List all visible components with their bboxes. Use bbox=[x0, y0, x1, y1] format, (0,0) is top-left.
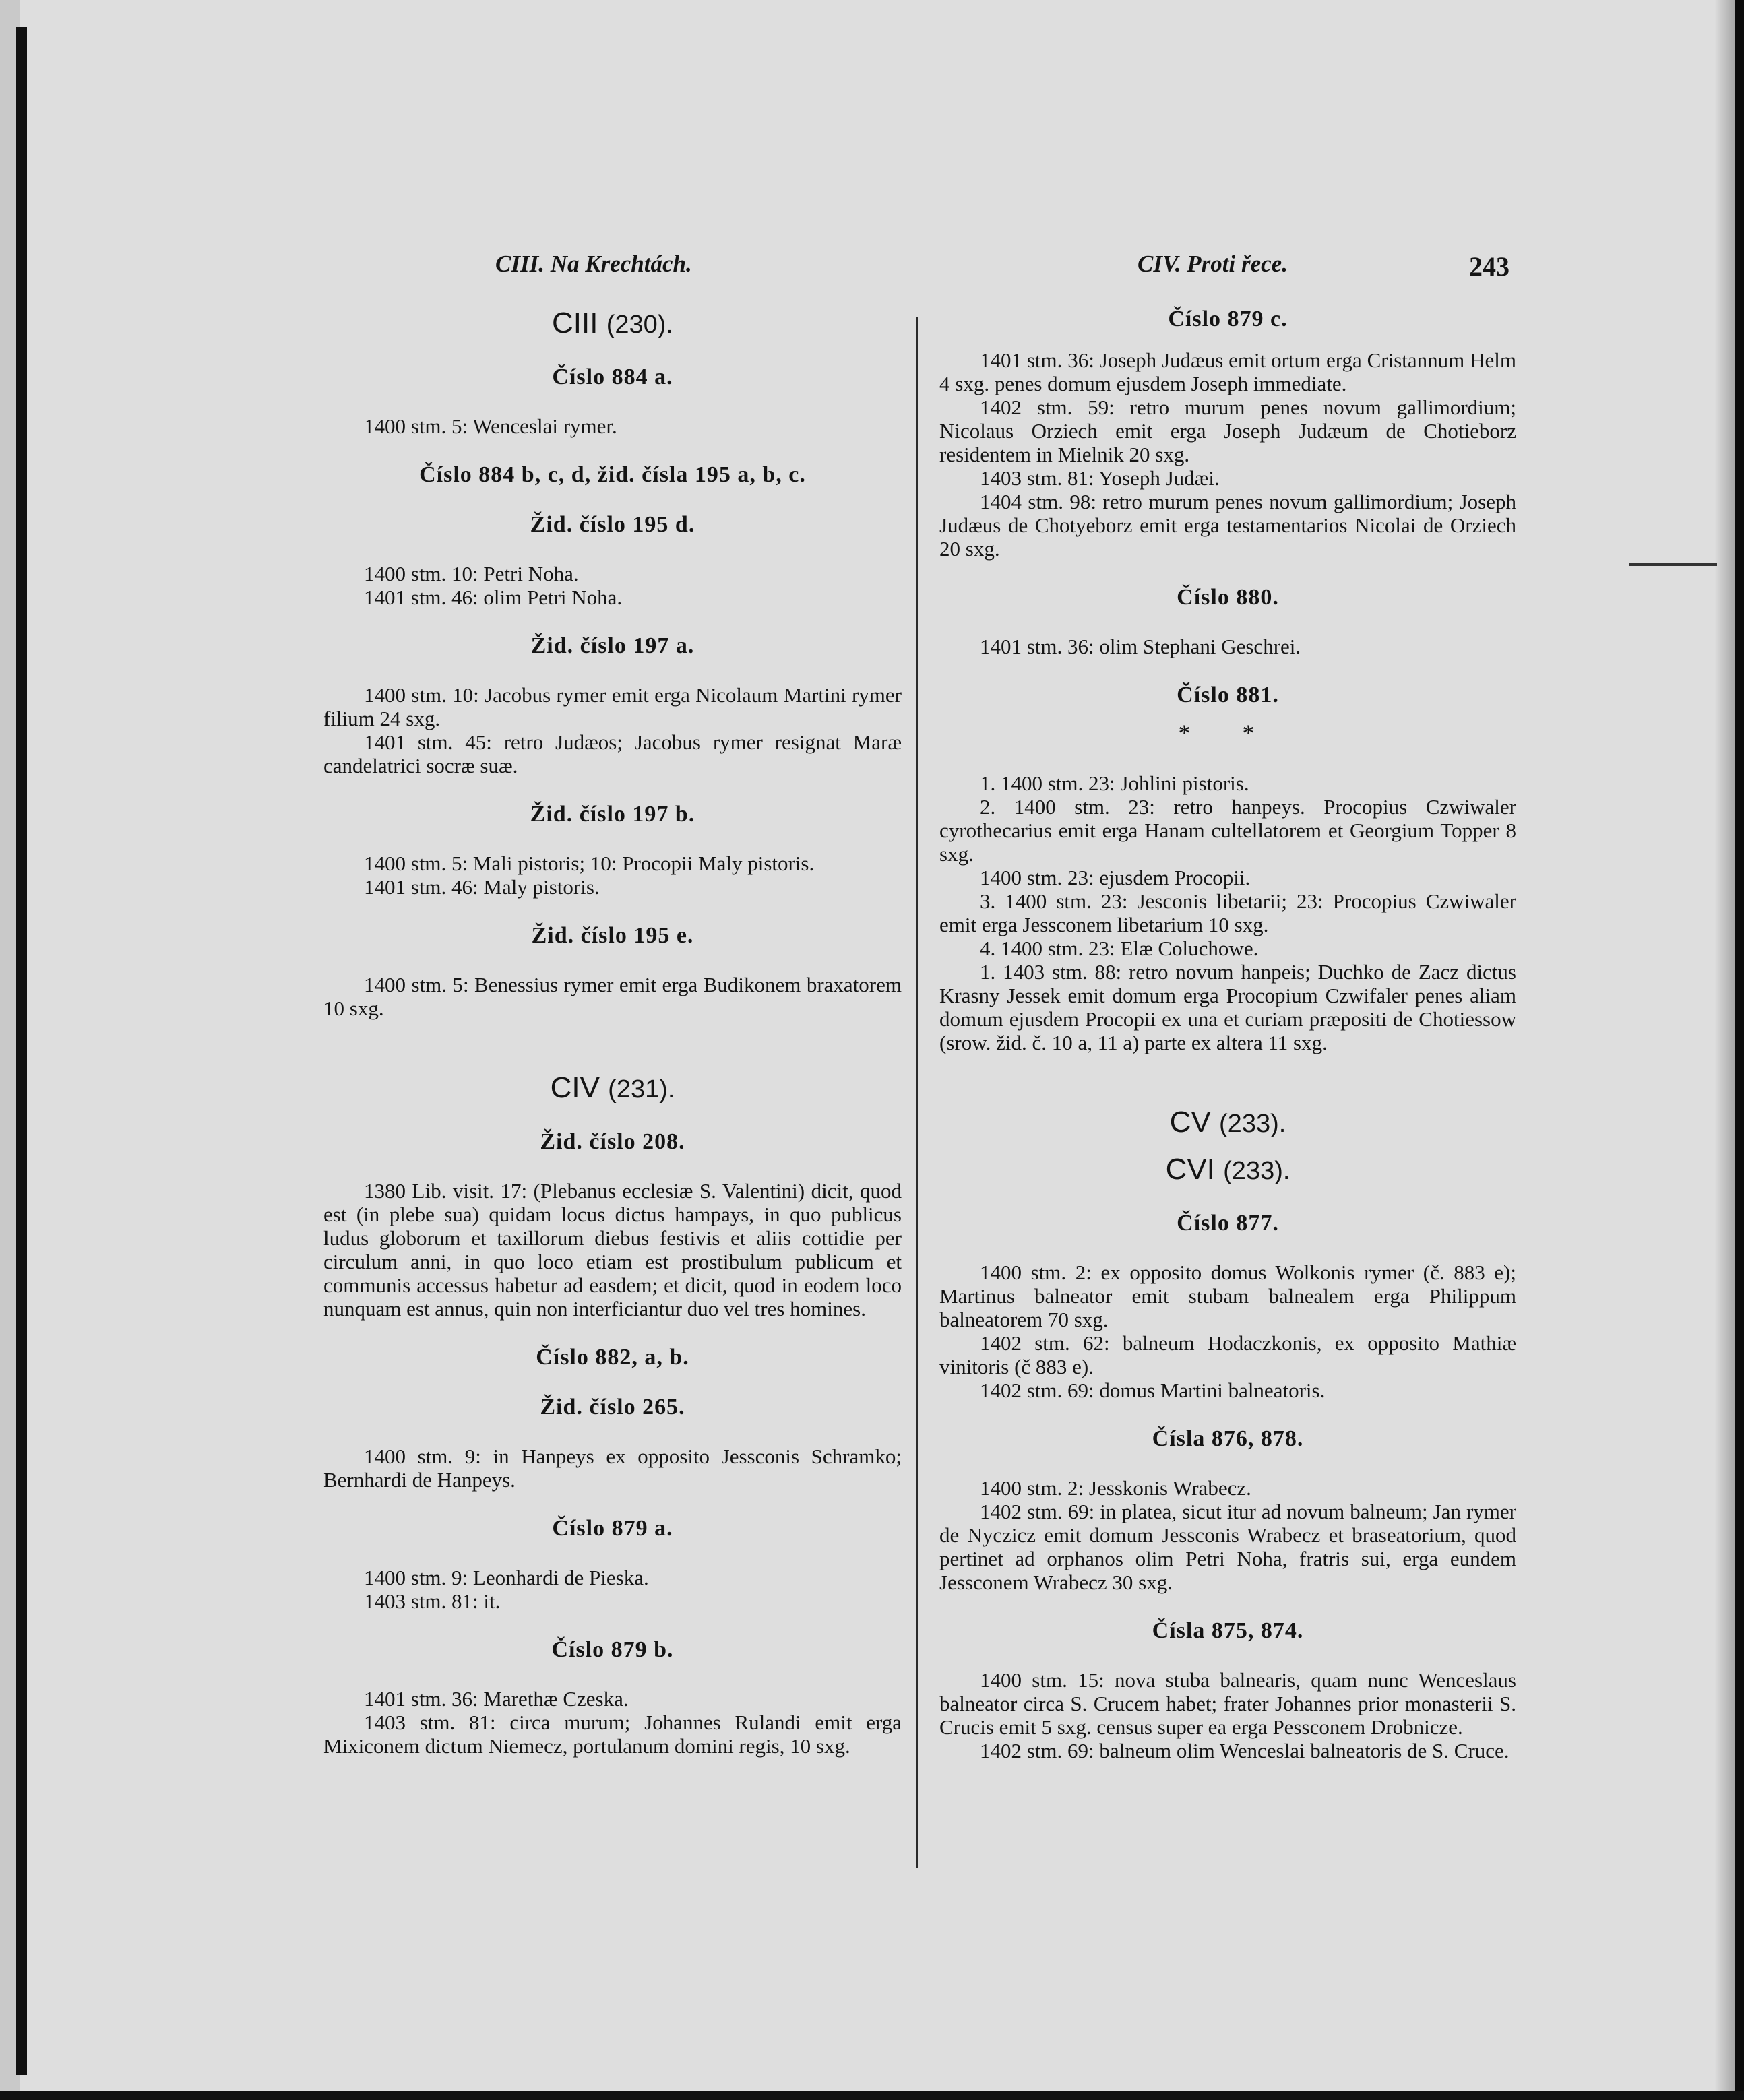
section-heading: Číslo 880. bbox=[1177, 585, 1279, 610]
entry bbox=[939, 866, 1516, 889]
section-heading: Číslo 877. bbox=[1177, 1211, 1279, 1236]
asterism: * * bbox=[1178, 720, 1278, 746]
section-heading: Číslo 884 b, c, d, žid. čísla 195 a, b, c. bbox=[419, 462, 806, 487]
chapter-ref: (231). bbox=[608, 1075, 675, 1104]
page-edge-bottom bbox=[0, 2091, 1744, 2100]
chapter-ref: (230). bbox=[606, 311, 673, 339]
section-heading: Žid. číslo 197 b. bbox=[530, 802, 695, 827]
chapter-ref: (233). bbox=[1223, 1157, 1290, 1185]
right-column bbox=[939, 307, 1516, 1762]
entry bbox=[939, 466, 1516, 490]
entry-text: 1400 stm. 23: ejusdem Procopii. bbox=[980, 866, 1251, 889]
entry-text: 1401 stm. 46: olim Petri Noha. bbox=[364, 585, 623, 609]
entry-text: 1402 stm. 59: retro murum penes novum gallimordium; Nicolaus Orziech emit erga Joseph Judæum de Chotieborz residentem in Mielnik 20 sxg. bbox=[939, 395, 1516, 466]
entry bbox=[939, 936, 1516, 960]
scan-mark bbox=[1629, 563, 1717, 566]
entry-text: 1400 stm. 2: ex opposito domus Wolkonis rymer (č. 883 e); Martinus balneator emit stubam balnealem erga Philippum balneatorem 70 sxg. bbox=[939, 1261, 1516, 1331]
entry bbox=[323, 875, 902, 899]
entry-text: 1. 1403 stm. 88: retro novum hanpeis; Duchko de Zacz dictus Krasny Jessek emit domum erga Procopium Czwifaler penes aliam domum ejusdem Procopii ex una et curiam præpositi de Chotiessow (srow. žid. č. 10 a, 11 a) parte ex altera 11 sxg. bbox=[939, 960, 1516, 1054]
entry bbox=[323, 1179, 902, 1321]
section-heading: Číslo 881. bbox=[1177, 682, 1279, 707]
entry bbox=[939, 490, 1516, 561]
entry-text: 1400 stm. 5: Mali pistoris; 10: Procopii Maly pistoris. bbox=[364, 852, 815, 875]
entry bbox=[939, 889, 1516, 936]
entry-text: 1400 stm. 9: Leonhardi de Pieska. bbox=[364, 1566, 649, 1589]
chapter-number: CIV bbox=[550, 1071, 600, 1104]
entry-text: 4. 1400 stm. 23: Elæ Coluchowe. bbox=[980, 936, 1259, 960]
entry bbox=[939, 1500, 1516, 1594]
chapter-number: CIII bbox=[552, 307, 598, 340]
entry bbox=[323, 562, 902, 585]
entry-text: 1402 stm. 69: in platea, sicut itur ad novum balneum; Jan rymer de Nyczicz emit domum Jessconis Wrabecz et braseatorium, quod pertinet ad orphanos olim Petri Noha, fratris sui, erga eundem Jessconem Wrabecz 30 sxg. bbox=[939, 1500, 1516, 1594]
running-head-right: CIV. Proti řece. bbox=[1138, 251, 1288, 277]
section-heading: Čísla 875, 874. bbox=[1152, 1618, 1304, 1643]
entry bbox=[939, 348, 1516, 395]
chapter-number: CV bbox=[1169, 1106, 1211, 1139]
section-heading: Žid. číslo 195 e. bbox=[531, 923, 694, 948]
section-heading: Žid. číslo 195 d. bbox=[530, 512, 695, 537]
page-shadow bbox=[1714, 0, 1735, 2100]
chapter-number: CVI bbox=[1165, 1153, 1215, 1186]
entry bbox=[323, 1566, 902, 1589]
section-heading: Žid. číslo 208. bbox=[540, 1129, 685, 1154]
book-spine bbox=[16, 27, 27, 2075]
entry-text: 1402 stm. 69: balneum olim Wenceslai balneatoris de S. Cruce. bbox=[980, 1739, 1509, 1762]
section-heading: Číslo 884 a. bbox=[552, 364, 673, 389]
entry-text: 1401 stm. 36: Marethæ Czeska. bbox=[364, 1687, 629, 1711]
entry bbox=[323, 1589, 902, 1613]
entry-text: 1402 stm. 69: domus Martini balneatoris. bbox=[980, 1378, 1326, 1402]
entry-text: 1400 stm. 15: nova stuba balnearis, quam nunc Wenceslaus balneator circa S. Crucem habet; frater Johannes prior monasterii S. Crucis emit 5 sxg. census super ea erga Pessconem Drobnicze. bbox=[939, 1668, 1516, 1739]
column-rule bbox=[916, 317, 918, 1868]
section-heading: Číslo 879 a. bbox=[552, 1516, 673, 1541]
section-heading: Žid. číslo 265. bbox=[540, 1395, 685, 1420]
entry-text: 1403 stm. 81: it. bbox=[364, 1589, 501, 1613]
entry bbox=[939, 1331, 1516, 1378]
entry-text: 1403 stm. 81: circa murum; Johannes Rulandi emit erga Mixiconem dictum Niemecz, portulanum domini regis, 10 sxg. bbox=[323, 1711, 902, 1758]
entry-text: 1. 1400 stm. 23: Johlini pistoris. bbox=[980, 771, 1249, 795]
entry-text: 3. 1400 stm. 23: Jesconis libetarii; 23: Procopius Czwiwaler emit erga Jessconem libetarium 10 sxg. bbox=[939, 889, 1516, 936]
section-heading: Žid. číslo 197 a. bbox=[530, 633, 695, 658]
entry-text: 1402 stm. 62: balneum Hodaczkonis, ex opposito Mathiæ vinitoris (č 883 e). bbox=[939, 1331, 1516, 1378]
entry bbox=[323, 973, 902, 1020]
entry bbox=[939, 1668, 1516, 1739]
entry bbox=[939, 1476, 1516, 1500]
entry-text: 1400 stm. 5: Wenceslai rymer. bbox=[364, 414, 617, 438]
entry-text: 1401 stm. 46: Maly pistoris. bbox=[364, 875, 600, 899]
entry-text: 1401 stm. 36: olim Stephani Geschrei. bbox=[980, 635, 1301, 658]
entry bbox=[323, 1444, 902, 1492]
entry-text: 1400 stm. 2: Jesskonis Wrabecz. bbox=[980, 1476, 1251, 1500]
entry bbox=[939, 795, 1516, 866]
entry-text: 1400 stm. 9: in Hanpeys ex opposito Jessconis Schramko; Bernhardi de Hanpeys. bbox=[323, 1444, 902, 1492]
entry-text: 1400 stm. 10: Jacobus rymer emit erga Nicolaum Martini rymer filium 24 sxg. bbox=[323, 683, 902, 730]
page-edge-right bbox=[1735, 0, 1744, 2100]
section-heading: Čísla 876, 878. bbox=[1152, 1426, 1304, 1451]
entry bbox=[323, 683, 902, 730]
entry bbox=[323, 852, 902, 875]
entry bbox=[323, 1711, 902, 1758]
entry-text: 1404 stm. 98: retro murum penes novum gallimordium; Joseph Judæus de Chotyeborz emit erga testamentarios Nicolai de Orziech 20 sxg. bbox=[939, 490, 1516, 561]
entry-text: 1400 stm. 10: Petri Noha. bbox=[364, 562, 579, 585]
entry-text: 1401 stm. 36: Joseph Judæus emit ortum erga Cristannum Helm 4 sxg. penes domum ejusdem Joseph immediate. bbox=[939, 348, 1516, 395]
entry-text: 2. 1400 stm. 23: retro hanpeys. Procopius Czwiwaler cyrothecarius emit erga Hanam cultellatorem et Georgium Topper 8 sxg. bbox=[939, 795, 1516, 866]
entry bbox=[323, 1687, 902, 1711]
left-column bbox=[323, 307, 902, 1758]
section-heading: Číslo 879 c. bbox=[1168, 307, 1288, 331]
entry bbox=[323, 414, 902, 438]
entry-text: 1403 stm. 81: Yoseph Judæi. bbox=[980, 466, 1220, 490]
entry-text: 1380 Lib. visit. 17: (Plebanus ecclesiæ S. Valentini) dicit, quod est (in plebe sua) quidam locus dictus hampays, in quo publicus ludus globorum et taxillorum diebus festivis et aliis cottidie per circulum anni, in quo loco etiam est prostibulum publicum et communis accessus habetur ad easdem; et dicit, quod in eodem loco nunquam est annus, quin non interficiantur duo vel tres homines. bbox=[323, 1179, 902, 1321]
entry-text: 1401 stm. 45: retro Judæos; Jacobus rymer resignat Maræ candelatrici socræ suæ. bbox=[323, 730, 902, 777]
chapter-heading bbox=[323, 1071, 902, 1105]
section-heading: Číslo 879 b. bbox=[551, 1637, 674, 1662]
entry bbox=[323, 585, 902, 609]
chapter-heading bbox=[939, 1106, 1516, 1139]
entry-text: 1400 stm. 5: Benessius rymer emit erga Budikonem braxatorem 10 sxg. bbox=[323, 973, 902, 1020]
entry bbox=[939, 395, 1516, 466]
entry bbox=[323, 730, 902, 777]
page-number: 243 bbox=[1469, 251, 1509, 282]
chapter-heading bbox=[323, 307, 902, 340]
entry bbox=[939, 960, 1516, 1054]
running-head-left: CIII. Na Krechtách. bbox=[495, 251, 692, 277]
entry bbox=[939, 771, 1516, 795]
chapter-heading bbox=[939, 1153, 1516, 1186]
entry bbox=[939, 635, 1516, 658]
entry bbox=[939, 1261, 1516, 1331]
entry bbox=[939, 1739, 1516, 1762]
entry bbox=[939, 1378, 1516, 1402]
chapter-ref: (233). bbox=[1219, 1110, 1286, 1138]
section-heading: Číslo 882, a, b. bbox=[536, 1345, 689, 1370]
